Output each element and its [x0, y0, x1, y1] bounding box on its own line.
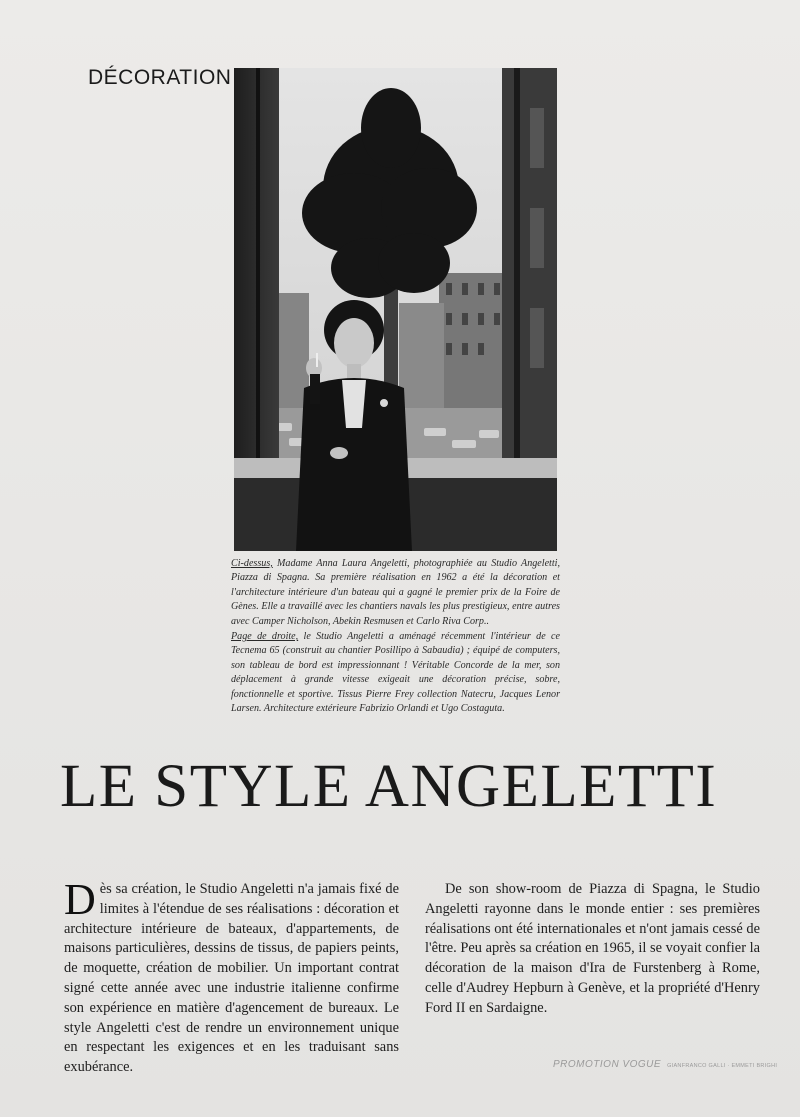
- caption-paragraph-1: [231, 557, 560, 629]
- body-paragraph-left: [64, 875, 399, 1078]
- section-label: DÉCORATION: [88, 66, 232, 89]
- drop-cap: D: [64, 875, 96, 924]
- body-column-left: [64, 875, 399, 1078]
- caption-text-2: le Studio Angeletti a aménagé récemment l'intérieur de ce Tecnema 65 (construit au chantier Posillipo à Sabaudia) ; équipé de computers, son tableau de bord est impressionnant ! Véritable Concorde de la mer, son déplacement à grande vitesse exigeait une décoration précise, sobre, fonctionnelle et sportive. Tissus Pierre Frey collection Natecru, Jacques Lenor Larsen. Architecture extérieure Fabrizio Orlandi et Ugo Costaguta.: [231, 631, 560, 715]
- caption-lead-2: Page de droite,: [231, 631, 299, 643]
- page-footer: [553, 1054, 777, 1072]
- photo-caption: [231, 557, 560, 716]
- portrait-photo-illustration: [234, 68, 557, 551]
- article-headline: LE STYLE ANGELETTI: [60, 753, 718, 820]
- caption-paragraph-2: [231, 630, 560, 716]
- footer-credit: GIANFRANCO GALLI · EMMETI BRIGHI: [667, 1063, 778, 1069]
- body-column-right: [425, 880, 760, 1019]
- footer-promotion: PROMOTION VOGUE: [553, 1059, 662, 1070]
- body-text-left: ès sa création, le Studio Angeletti n'a jamais fixé de limites à l'étendue de ses réalisations : décoration et architecture intérieure de bateaux, d'appartements, de maisons particulières, dessins de tissus, de papiers peints, de moquette, création de mobilier. Un important contrat signé cette année avec une industrie italienne confirme son expérience en matière d'agencement de bureaux. Le style Angeletti c'est de rendre un environnement unique en respectant les exigences et en les traduisant sans exubérance.: [64, 881, 399, 1076]
- portrait-photo: [234, 68, 557, 551]
- body-paragraph-right: De son show-room de Piazza di Spagna, le Studio Angeletti rayonne dans le monde entier : ses premières réalisations ont été internationales et n'ont jamais cessé de l'être. Peu après sa création en 1965, il se voyait confier la décoration de la maison d'Ira de Furstenberg à Rome, celle d'Audrey Hepburn à Genève, et la propriété d'Henry Ford II en Sardaigne.: [425, 881, 760, 1016]
- caption-lead-1: Ci-dessus,: [231, 558, 273, 569]
- caption-text-1: Madame Anna Laura Angeletti, photographiée au Studio Angeletti, Piazza di Spagna. Sa première réalisation en 1962 a été la décoration et l'architecture intérieure d'un bateau qui a gagné le premier prix de la Foire de Gènes. Elle a travaillé avec les chantiers navals les plus prestigieux, entre autres avec Camper Nicholson, Abekin Resmusen et Carlo Riva Corp..: [231, 558, 560, 627]
